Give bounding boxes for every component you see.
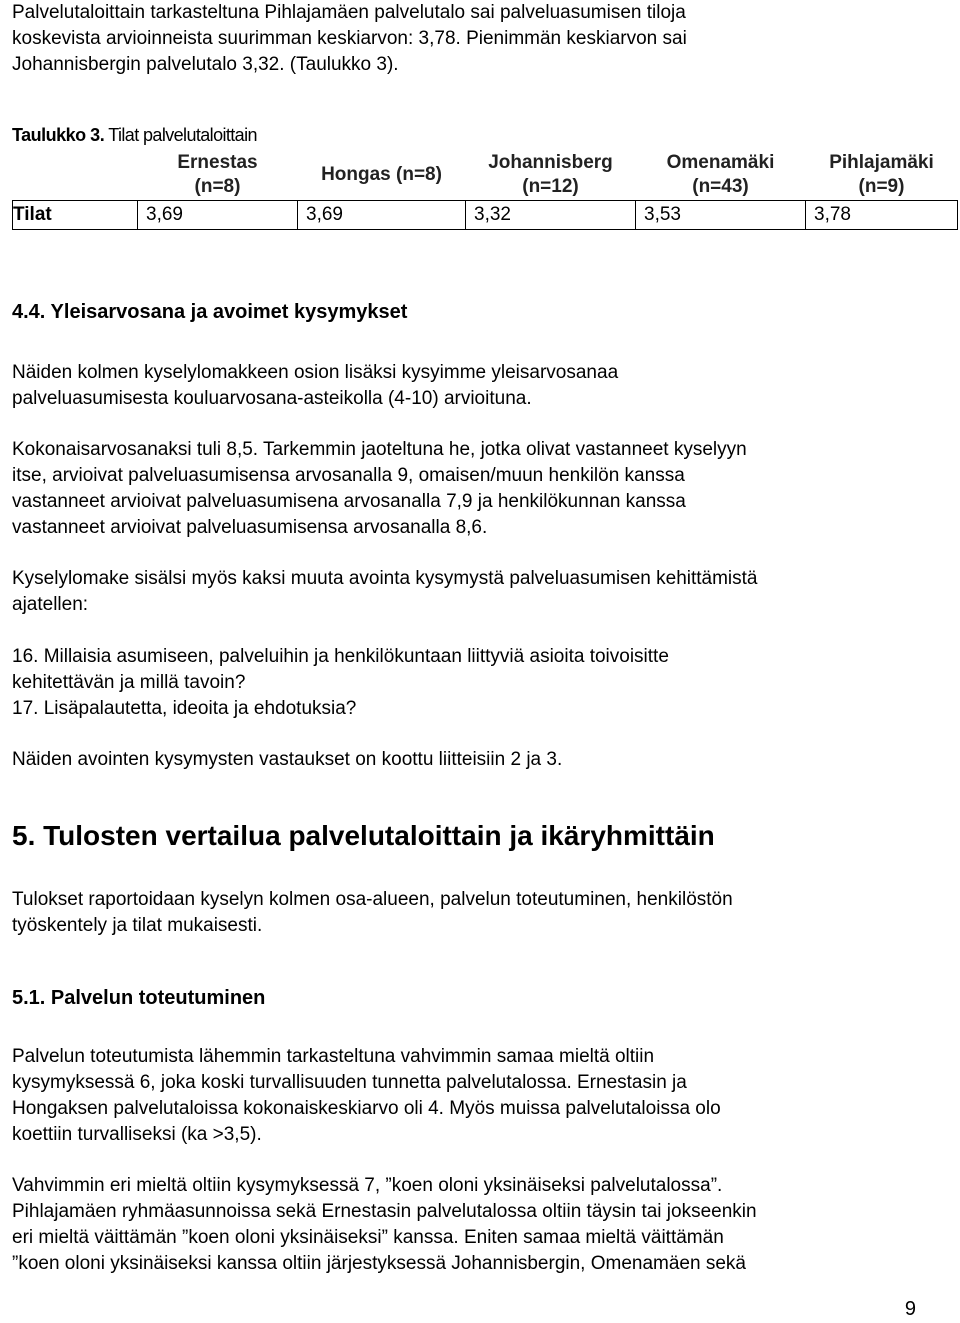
page-number: 9	[904, 1298, 916, 1320]
sec44-paragraph-2	[12, 437, 947, 541]
sec51-paragraph-1	[12, 1044, 947, 1148]
table-3	[12, 150, 958, 230]
header-name: Hongas (n=8)	[321, 164, 442, 185]
header-name: Ernestas	[177, 152, 258, 173]
table-header-row	[13, 150, 958, 201]
text-line: Kokonaisarvosanaksi tuli 8,5. Tarkemmin jaoteltuna he, jotka olivat vastanneet kyselyyn	[12, 439, 747, 460]
table-caption-text: Tilat palvelutaloittain	[104, 125, 257, 145]
header-omenamaki	[636, 150, 806, 201]
text-line: vastanneet arvioivat palveluasumisena arvosanalla 7,9 ja henkilökunnan kanssa	[12, 491, 686, 512]
text-line: Näiden avointen kysymysten vastaukset on koottu liitteisiin 2 ja 3.	[12, 749, 563, 770]
intro-line: Palvelutaloittain tarkasteltuna Pihlajamäen palvelutalo sai palveluasumisen tiloja	[12, 2, 686, 23]
header-n: (n=8)	[194, 176, 241, 197]
question-16-cont: kehitettävän ja millä tavoin?	[12, 672, 246, 693]
sec51-paragraph-2	[12, 1173, 947, 1277]
sec5-paragraph-1	[12, 887, 947, 939]
header-n: (n=9)	[858, 176, 905, 197]
text-line: kysymyksessä 6, joka koski turvallisuuden tunnetta palvelutalossa. Ernestasin ja	[12, 1072, 687, 1093]
header-hongas	[298, 150, 466, 201]
header-ernestas	[138, 150, 298, 201]
text-line: Näiden kolmen kyselylomakkeen osion lisäksi kysyimme yleisarvosanaa	[12, 362, 619, 383]
table-cell: 3,69	[298, 201, 466, 230]
question-17: 17. Lisäpalautetta, ideoita ja ehdotuksia?	[12, 698, 357, 719]
table-caption-label: Taulukko 3.	[12, 125, 105, 145]
text-line: Palvelun toteutumista lähemmin tarkasteltuna vahvimmin samaa mieltä oltiin	[12, 1046, 655, 1067]
header-name: Johannisberg	[488, 152, 613, 173]
header-pihlajamaki	[806, 150, 958, 201]
sec44-paragraph-1	[12, 360, 947, 412]
text-line: eri mieltä väittämän ”koen oloni yksinäiseksi” kanssa. Eniten samaa mieltä väittämän	[12, 1227, 724, 1248]
header-n: (n=12)	[522, 176, 579, 197]
table-cell: 3,32	[466, 201, 636, 230]
text-line: Vahvimmin eri mieltä oltiin kysymyksessä 7, ”koen oloni yksinäiseksi palvelutalossa”.	[12, 1175, 723, 1196]
header-name: Pihlajamäki	[829, 152, 934, 173]
table-corner-cell	[13, 150, 138, 201]
text-line: Tulokset raportoidaan kyselyn kolmen osa-alueen, palvelun toteutuminen, henkilöstön	[12, 889, 733, 910]
section-5-1-title: 5.1. Palvelun toteutuminen	[12, 987, 266, 1009]
text-line: itse, arvioivat palveluasumisensa arvosanalla 9, omaisen/muun henkilön kanssa	[12, 465, 685, 486]
text-line: koettiin turvalliseksi (ka >3,5).	[12, 1124, 262, 1145]
table-caption	[12, 125, 257, 146]
sec44-paragraph-4	[12, 747, 947, 773]
section-4-4-title: 4.4. Yleisarvosana ja avoimet kysymykset	[12, 301, 408, 323]
row-label: Tilat	[13, 201, 138, 230]
table-cell: 3,78	[806, 201, 958, 230]
header-name: Omenamäki	[666, 152, 775, 173]
header-n: (n=43)	[692, 176, 749, 197]
sec44-paragraph-3	[12, 566, 947, 618]
question-16: 16. Millaisia asumiseen, palveluihin ja henkilökuntaan liittyviä asioita toivoisitte	[12, 646, 669, 667]
section-5-title: 5. Tulosten vertailua palvelutaloittain ja ikäryhmittäin	[12, 820, 715, 851]
table-cell: 3,69	[138, 201, 298, 230]
text-line: palveluasumisesta kouluarvosana-asteikolla (4-10) arvioituna.	[12, 388, 532, 409]
text-line: Kyselylomake sisälsi myös kaksi muuta avointa kysymystä palveluasumisen kehittämistä	[12, 568, 758, 589]
open-questions	[12, 644, 947, 722]
text-line: Pihlajamäen ryhmäasunnoissa sekä Ernestasin palvelutalossa oltiin täysin tai jokseenkin	[12, 1201, 757, 1222]
intro-line: koskevista arvioinneista suurimman keskiarvon: 3,78. Pienimmän keskiarvon sai	[12, 28, 687, 49]
header-johannisberg	[466, 150, 636, 201]
intro-paragraph	[12, 0, 942, 78]
table-cell: 3,53	[636, 201, 806, 230]
intro-line: Johannisbergin palvelutalo 3,32. (Taulukko 3).	[12, 54, 399, 75]
text-line: vastanneet arvioivat palveluasumisensa arvosanalla 8,6.	[12, 517, 488, 538]
text-line: työskentely ja tilat mukaisesti.	[12, 915, 263, 936]
table-row	[13, 201, 958, 230]
text-line: ajatellen:	[12, 594, 89, 615]
text-line: Hongaksen palvelutaloissa kokonaiskeskiarvo oli 4. Myös muissa palvelutaloissa olo	[12, 1098, 721, 1119]
text-line: ”koen oloni yksinäiseksi kanssa oltiin järjestyksessä Johannisbergin, Omenamäen sekä	[12, 1253, 746, 1274]
